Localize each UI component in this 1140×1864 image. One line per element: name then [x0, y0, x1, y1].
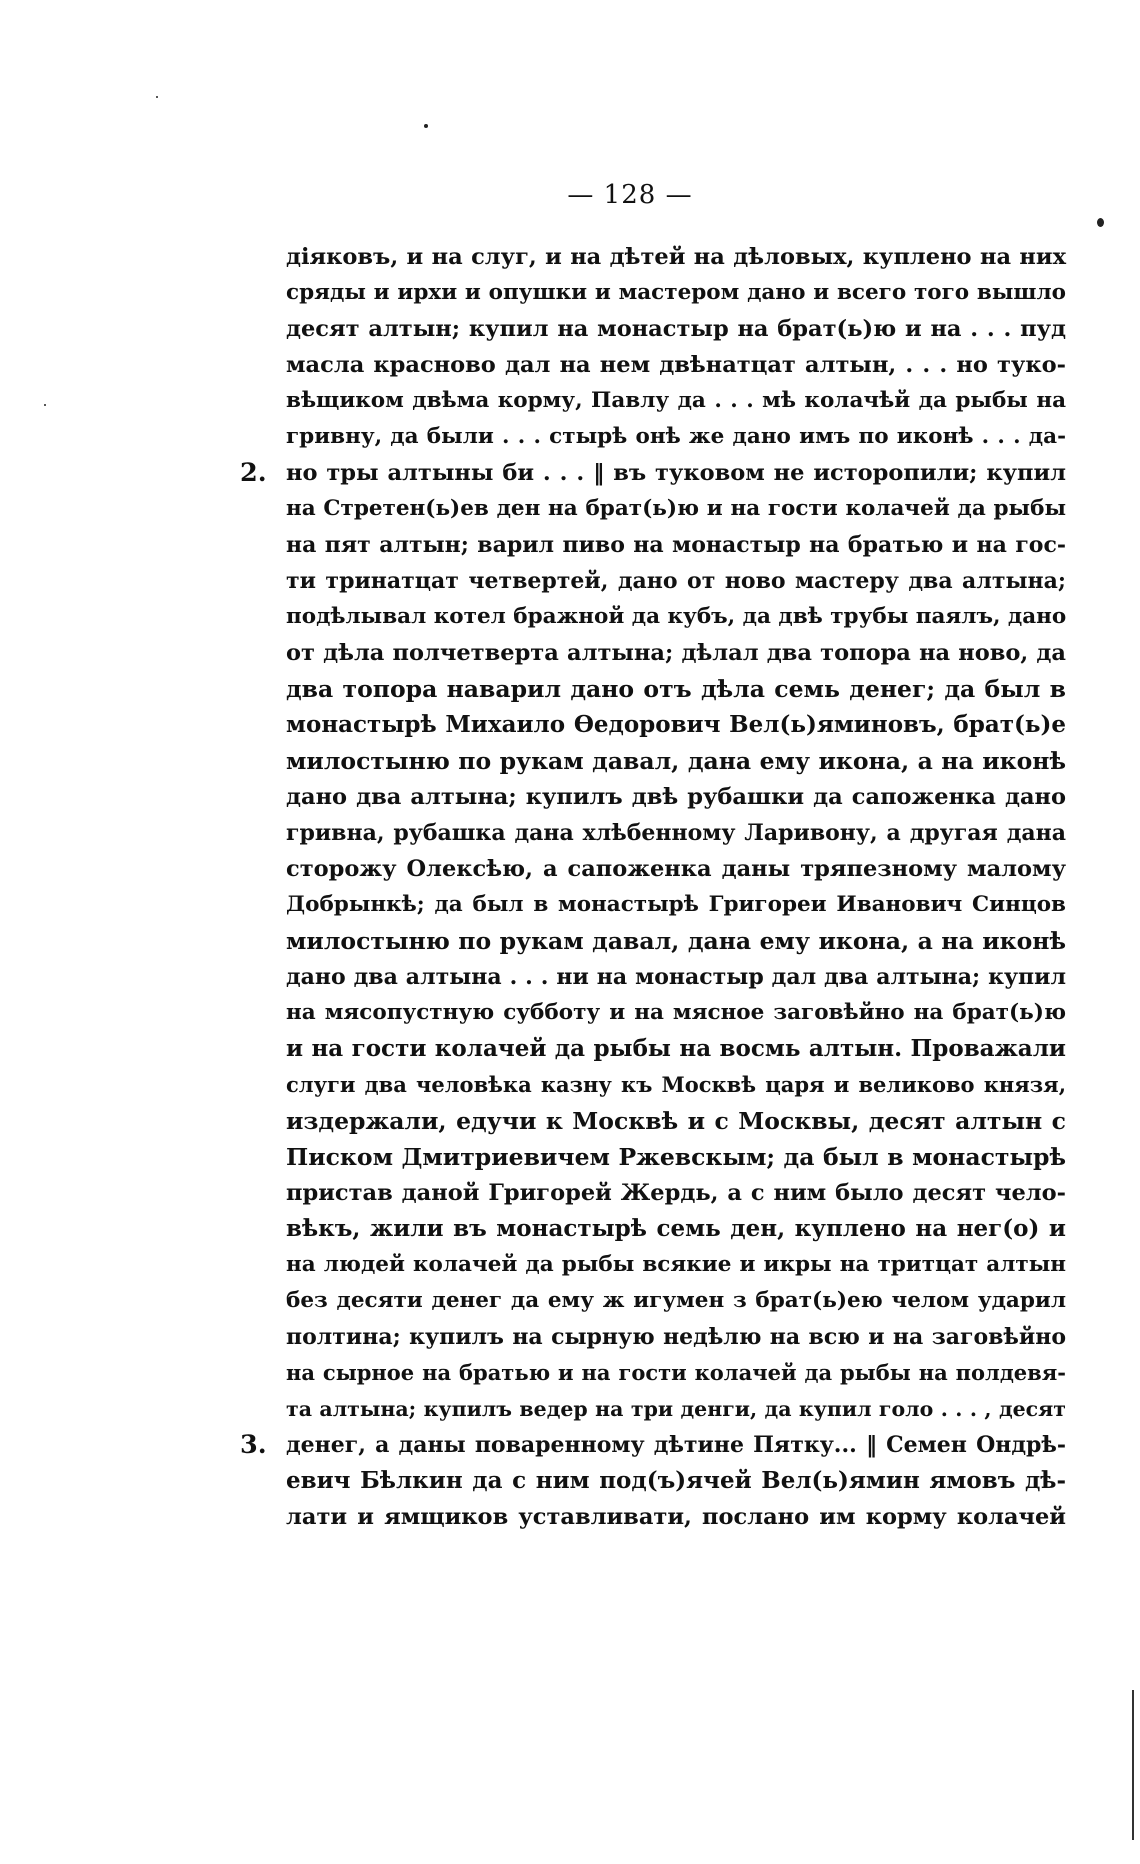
text-line: [286, 1247, 1066, 1283]
line-text: дано два алтына . . . ни на монастыр дал два алтына; купил: [286, 964, 1066, 990]
text-line: [286, 995, 1066, 1031]
text-line: [286, 707, 1066, 743]
line-text: гривна, рубашка дана хлѣбенному Ларивону, а другая дана: [286, 820, 1066, 846]
line-text: милостыню по рукам давал, дана ему икона, а на иконѣ: [286, 747, 1066, 775]
line-text: денег, а даны поваренному дѣтине Пятку... ‖ Семен Ондрѣ-: [286, 1432, 1066, 1458]
text-line: [286, 419, 1066, 455]
text-line: [286, 275, 1066, 311]
line-text: вѣщиком двѣма корму, Павлу да . . . мѣ колачѣй да рыбы на: [286, 388, 1066, 413]
text-line: [240, 1427, 1066, 1463]
line-text: милостыню по рукам давал, дана ему икона, а на иконѣ: [286, 927, 1066, 955]
line-text: діяковъ, и на слуг, и на дѣтей на дѣловых, куплено на них: [286, 244, 1066, 270]
line-text: десят алтын; купил на монастыр на брат(ь)ю и на . . . пуд: [286, 316, 1066, 342]
line-text: подѣлывал котел бражной да кубъ, да двѣ трубы паялъ, дано: [286, 604, 1067, 629]
text-line: [286, 1391, 1066, 1427]
text-line: [286, 491, 1066, 527]
text-line: [286, 635, 1066, 671]
text-line: [286, 1355, 1066, 1391]
scan-speck: [156, 96, 158, 98]
line-marker: 3.: [240, 1430, 267, 1460]
line-text: полтина; купилъ на сырную недѣлю на всю и на заговѣйно: [286, 1324, 1066, 1350]
text-line: [286, 563, 1066, 599]
text-line: [286, 1139, 1066, 1175]
body-text: [240, 239, 1067, 1535]
text-line: [286, 959, 1066, 995]
text-line: [286, 239, 1066, 275]
text-line: [286, 1211, 1066, 1247]
text-line: [286, 743, 1066, 779]
line-text: вѣкъ, жили въ монастырѣ семь ден, куплено на нег(о) и: [286, 1215, 1066, 1242]
line-text: и на гости колачей да рыбы на восмь алтын. Проважали: [286, 1035, 1066, 1062]
line-text: издержали, едучи к Москвѣ и с Москвы, десят алтын с: [286, 1107, 1066, 1135]
text-line: [286, 347, 1066, 383]
text-line: [286, 851, 1066, 887]
line-text: сряды и ирхи и опушки и мастером дано и всего того вышло: [286, 280, 1066, 305]
line-text: та алтына; купилъ ведер на три денги, да купил голо . . . , десят: [286, 1397, 1066, 1421]
line-text: на сырное на братью и на гости колачей да рыбы на полдевя-: [286, 1360, 1066, 1385]
text-line: [286, 1175, 1066, 1211]
line-text: но тры алтыны би . . . ‖ въ туковом не исторопили; купил: [286, 460, 1066, 486]
text-line: [286, 887, 1066, 923]
line-text: на пят алтын; варил пиво на монастыр на братью и на гос-: [286, 532, 1066, 558]
line-text: пристав даной Григорей Жердь, а с ним было десят чело-: [286, 1180, 1066, 1206]
line-marker: 2.: [240, 458, 267, 488]
line-text: сторожу Олексѣю, а сапоженка даны тряпезному малому: [286, 856, 1066, 882]
line-text: на людей колачей да рыбы всякие и икры на тритцат алтын: [286, 1252, 1066, 1277]
line-text: на Стретен(ь)ев ден на брат(ь)ю и на гости колачей да рыбы: [286, 496, 1066, 521]
line-text: слуги два человѣка казну къ Москвѣ царя и великово князя,: [286, 1072, 1066, 1097]
line-text: на мясопустную субботу и на мясное заговѣйно на брат(ь)ю: [286, 1000, 1066, 1025]
line-text: гривну, да были . . . стырѣ онѣ же дано имъ по иконѣ . . . да-: [286, 424, 1066, 449]
line-text: два топора наварил дано отъ дѣла семь денег; да был в: [286, 675, 1066, 703]
line-text: лати и ямщиков уставливати, послано им корму колачей: [286, 1504, 1066, 1530]
text-line: [286, 1499, 1066, 1535]
text-line: [286, 815, 1066, 851]
line-text: Добрынкѣ; да был в монастырѣ Григореи Иванович Синцов: [286, 892, 1066, 917]
text-line: [286, 599, 1066, 635]
scan-speck: [424, 124, 428, 128]
line-text: без десяти денег да ему ж игумен з брат(ь)ею челом ударил: [286, 1288, 1066, 1313]
text-line: [286, 1103, 1066, 1139]
line-text: дано два алтына; купилъ двѣ рубашки да сапоженка дано: [286, 784, 1066, 810]
line-text: ти тринатцат четвертей, дано от ново мастеру два алтына;: [286, 568, 1066, 594]
text-line: [286, 923, 1066, 959]
page-number: — 128 —: [567, 180, 693, 210]
text-line: [240, 455, 1066, 491]
text-line: [286, 1031, 1066, 1067]
text-line: [286, 527, 1066, 563]
scan-speck: [44, 404, 46, 406]
scan-speck: [1097, 218, 1104, 227]
text-line: [286, 1283, 1066, 1319]
scan-edge-line: [1132, 1690, 1134, 1840]
text-line: [286, 671, 1066, 707]
line-text: от дѣла полчетверта алтына; дѣлал два топора на ново, да: [286, 640, 1066, 666]
text-line: [286, 1319, 1066, 1355]
text-line: [286, 1067, 1066, 1103]
line-text: Писком Дмитриевичем Ржевскым; да был в монастырѣ: [286, 1143, 1066, 1171]
text-line: [286, 779, 1066, 815]
text-line: [286, 383, 1066, 419]
line-text: масла красново дал на нем двѣнатцат алтын, . . . но туко-: [286, 352, 1066, 378]
line-text: евич Бѣлкин да с ним под(ъ)ячей Вел(ь)ямин ямовъ дѣ-: [286, 1467, 1066, 1494]
text-line: [286, 1463, 1066, 1499]
line-text: монастырѣ Михаило Өедорович Вел(ь)яминовъ, брат(ь)е: [286, 711, 1066, 738]
text-line: [286, 311, 1066, 347]
